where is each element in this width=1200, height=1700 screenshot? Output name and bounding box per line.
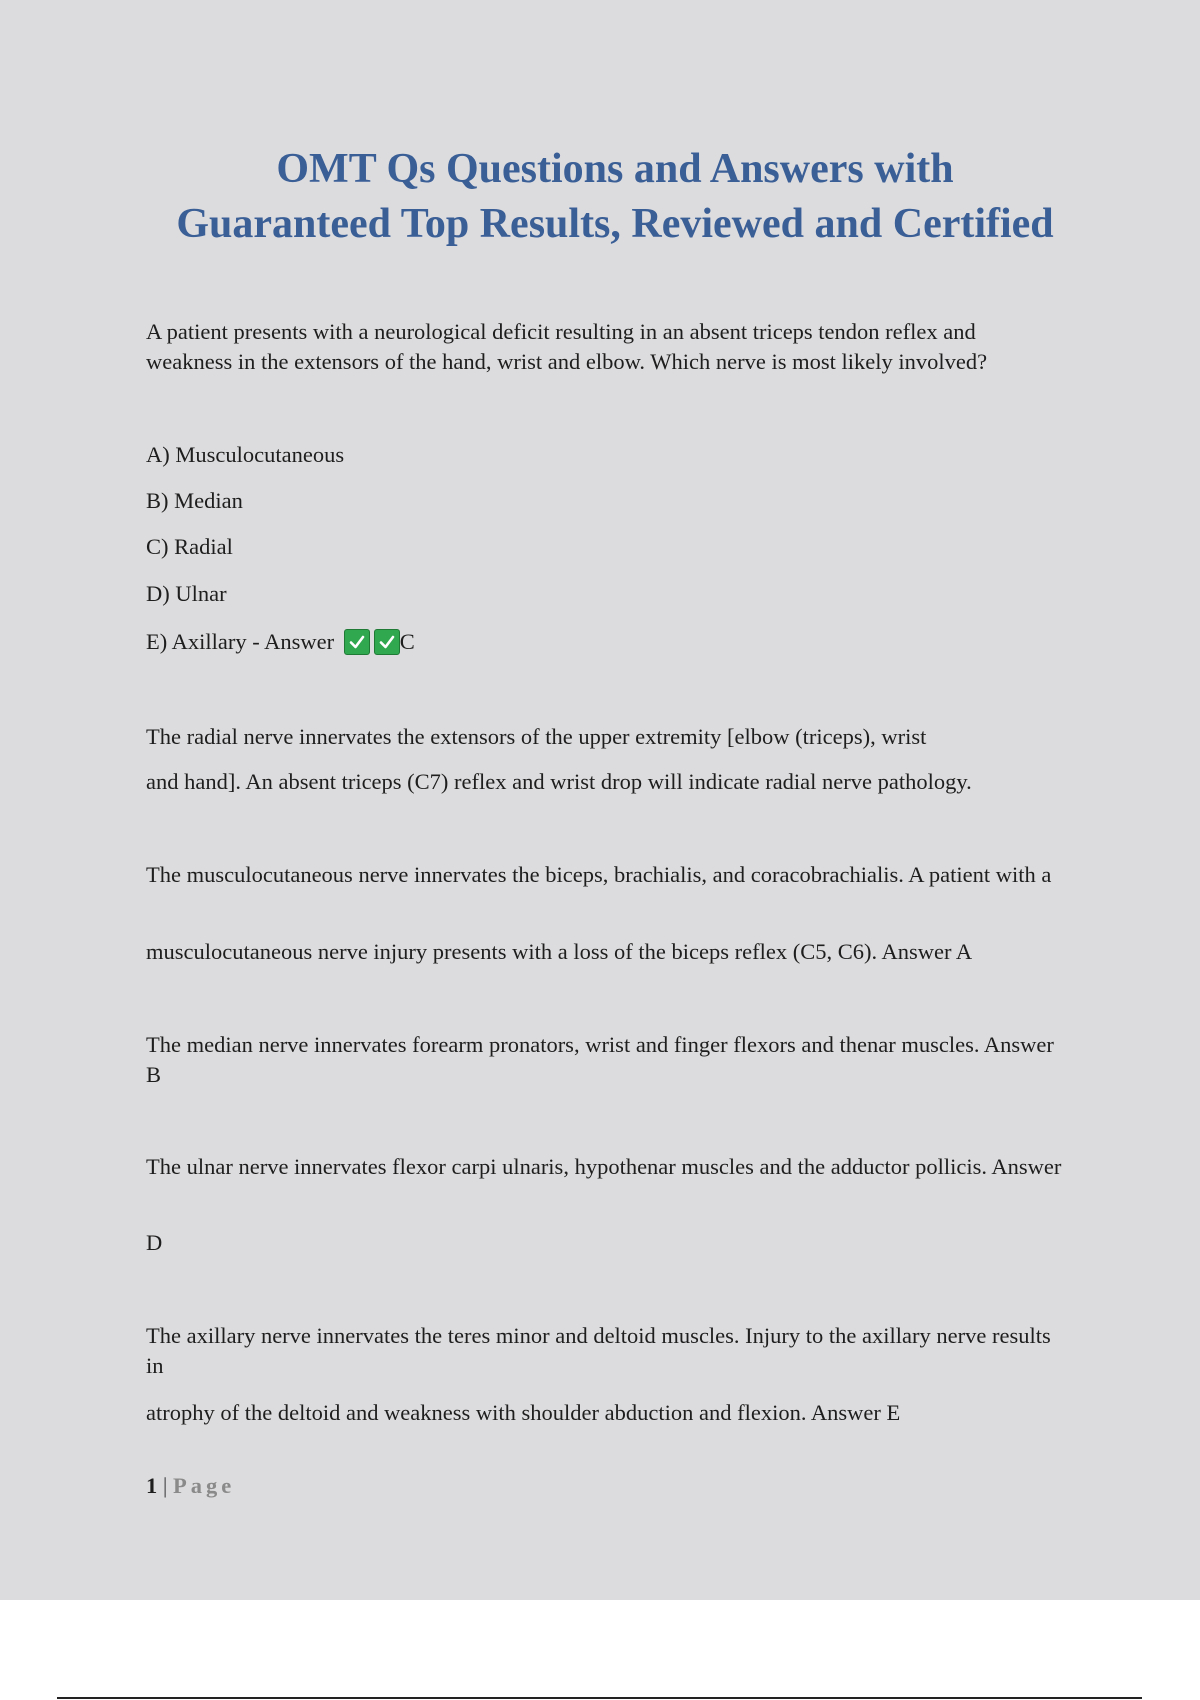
title-line-2: Guaranteed Top Results, Reviewed and Certified <box>176 201 1054 247</box>
page-label: Page <box>173 1473 236 1498</box>
explanation-radial-2: and hand]. An absent triceps (C7) reflex and wrist drop will indicate radial nerve pathology. <box>146 769 972 794</box>
option-e-with-answer <box>146 627 1066 657</box>
option-d: D) Ulnar <box>146 581 227 606</box>
option-b: B) Median <box>146 488 243 513</box>
document-title <box>100 142 1130 252</box>
option-e: E) Axillary - Answer <box>146 629 335 654</box>
question-text: A patient presents with a neurological deficit resulting in an absent triceps tendon reflex and weakness in the extensors of the hand, wrist and elbow. Which nerve is most likely involved? <box>146 319 988 374</box>
explanation-median: The median nerve innervates forearm pronators, wrist and finger flexors and thenar muscles. Answer B <box>146 1032 1054 1087</box>
explanation-ulnar-1: The ulnar nerve innervates flexor carpi ulnaris, hypothenar muscles and the adductor pollicis. Answer <box>146 1154 1062 1179</box>
explanation-musculocutaneous-1: The musculocutaneous nerve innervates the biceps, brachialis, and coracobrachialis. A patient with a <box>146 862 1052 887</box>
explanation-axillary-1: The axillary nerve innervates the teres minor and deltoid muscles. Injury to the axillary nerve results in <box>146 1323 1051 1378</box>
page-number: 1 <box>146 1473 158 1498</box>
title-line-1: OMT Qs Questions and Answers with <box>276 146 954 192</box>
page-footer <box>146 1471 1066 1501</box>
check-mark-icon <box>374 629 400 655</box>
explanation-radial-1: The radial nerve innervates the extensors of the upper extremity [elbow (triceps), wrist <box>146 724 927 749</box>
footer-separator: | <box>157 1473 174 1498</box>
explanation-axillary-2: atrophy of the deltoid and weakness with shoulder abduction and flexion. Answer E <box>146 1400 901 1425</box>
option-a: A) Musculocutaneous <box>146 442 345 467</box>
answer-letter: C <box>399 629 415 654</box>
check-mark-icon <box>344 629 370 655</box>
explanation-musculocutaneous-2: musculocutaneous nerve injury presents with a loss of the biceps reflex (C5, C6). Answer A <box>146 939 973 964</box>
bottom-divider <box>57 1697 1142 1699</box>
option-c: C) Radial <box>146 534 233 559</box>
explanation-ulnar-2: D <box>146 1230 163 1255</box>
